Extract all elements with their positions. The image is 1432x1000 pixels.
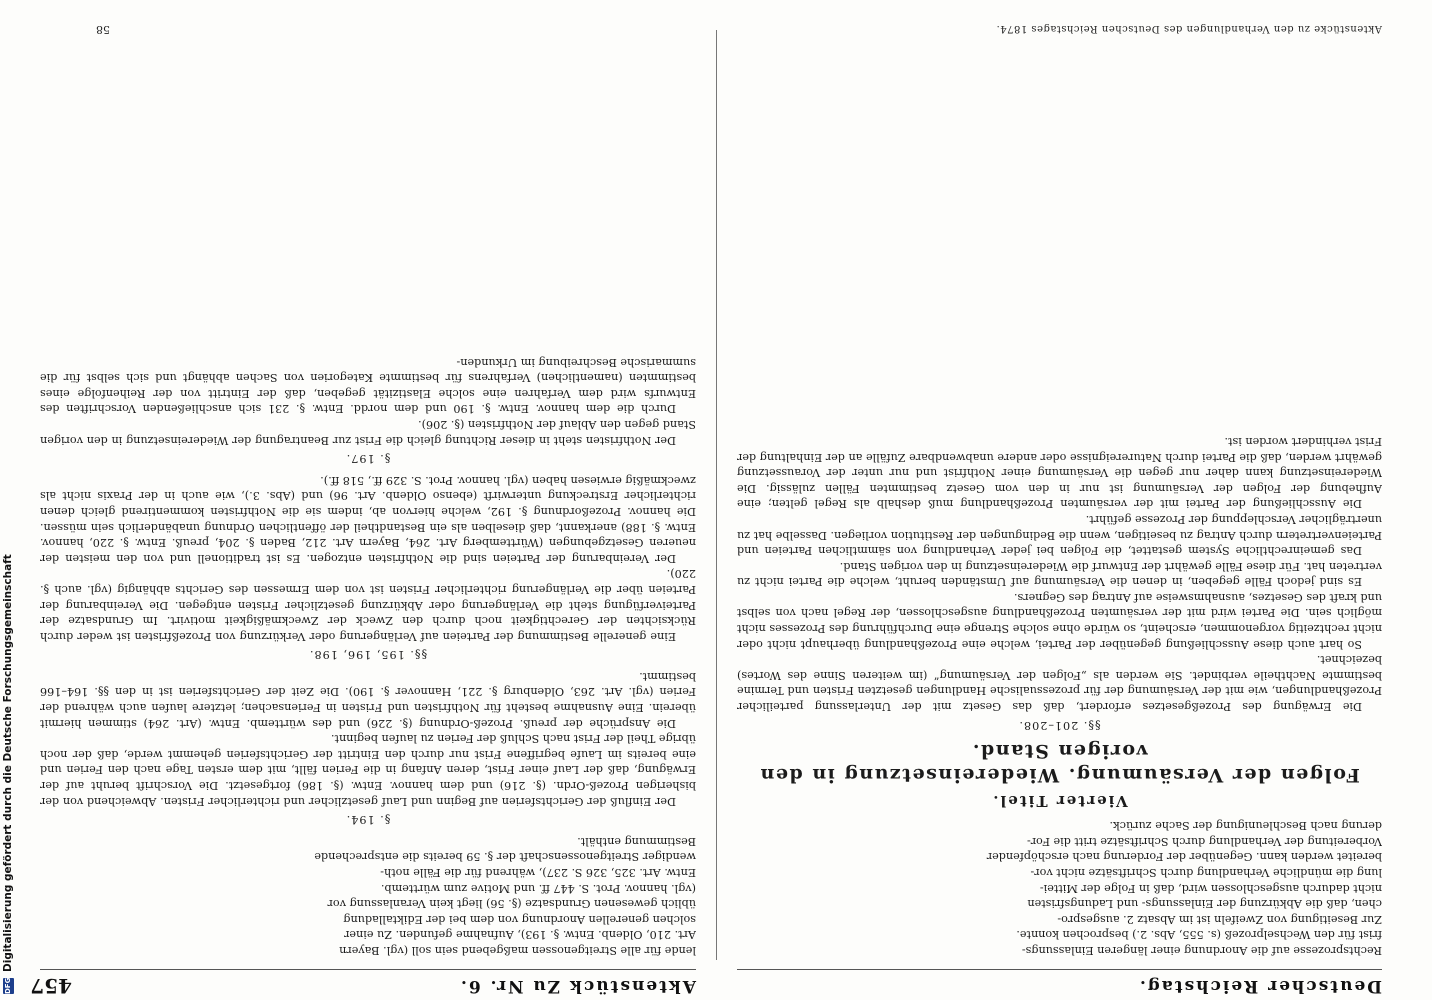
text-line: lende für alle Streitgenossen maßgebend sein soll (vgl. Bayern [339,944,696,957]
right-column [40,38,696,958]
digitization-text: Digitalisierung gefördert durch die Deutsche Forschungsgemeinschaft [2,554,14,972]
paragraph: Das gemeinrechtliche System gestattet, die Folgen bei jeder Verhandlung von sämmtlichen Parteien und Parteienvertretern durch Antrag zu beseitigen, wenn die Bedingungen der Restitution vorliegen. Dasselbe hat zu unerträglicher Verschleppung der Prozesse geführt. [737,512,1382,558]
dfg-logo-icon: DFG [3,977,12,994]
text-line: üblich gewesenen Grundsatze (§. 56) liegt kein Veranlassung vor [327,897,696,911]
paragraph: Die Erwägung des Prozeßgesetzes erfordert, daß das Gesetz mit der Unterlassung parteilicher Prozeßhandlungen, wie mit der Versäumung der für prozessualische Handlungen gesetzten Fristen und Termine bestimmte Nachtheile verbindet. Sie werden als „Folgen der Versäumung“ (im weiteren Sinne des Wortes) bezeichnet. [737,653,1382,714]
digitization-note [2,554,14,1000]
paragraph: Es sind jedoch Fälle gegeben, in denen die Versäumung auf Umständen beruht, welche die Partei nicht zu vertreten hat. Für diese Fälle gewährt der Entwurf die Wiedereinsetzung in den vorigen Stand. [737,559,1382,589]
paragraph: Durch die dem hannov. Entw. §. 190 und dem nordd. Entw. §. 231 sich anschließenden Vorschriften des Entwurfs wird dem Verfahren eine solche Elastizität gegeben, daß der Eintritt von der Reihenfolge eines bestimmten (namentlichen) Verfahrens für bestimmte Kategorien von Sachen abhängt und sich selbst für die summarische Beschreibung im Urkunden- [40,355,696,416]
right-intro [40,833,696,958]
paragraph: Die Ausschließung der Partei mit der versäumten Prozeßhandlung muß deshalb als Regel gelten; eine Aufhebung der Folgen der Versäumung ist nur in den vom Gesetz bestimmten Fällen zulässig. Die Wiedereinsetzung kann daher nur gegen die Versäumung einer Nothfrist und nur unter der Voraussetzung gewährt werden, daß die Partei durch Naturereignisse oder andere unabwendbare Zufälle an der Einhaltung der Frist verhindert worden ist. [737,434,1382,511]
text-line: lung die mündliche Verhandlung durch Schriftsätze nicht vor- [1030,866,1382,880]
paragraph: Die Ansprüche der preuß. Prozeß-Ordnung (§. 226) und des württemb. Entw. (Art. 264) stimmen hiermit überein. Eine Ausnahme besteht für Nothfristen und Fristen in Feriensachen; letztere laufen auch während der Ferien (vgl. Art. 263, Oldenburg §. 221, Hannover §. 190). Die Zeit der Gerichtsferien ist in den §§. 164–166 bestimmt. [40,669,696,730]
text-line: (vgl. hannov. Prot. S. 447 ff. und Motive zum württemb. [380,881,696,895]
header-rule-right [40,969,696,970]
text-line: Vorbereitung der Verhandlung durch Schriftsätze tritt die For- [1026,834,1382,848]
text-line: Bestimmung enthält. [577,834,696,848]
text-line: frist für den Wechselprozeß (s. 555, Abs. 2.) besprochen konnte. [1016,928,1382,942]
text-line: derung nach Beschleunigung der Sache zurück. [1109,819,1382,833]
column-divider [716,30,717,960]
header-rule-left [737,969,1382,970]
running-head-right: Aktenstück Zu Nr. 6. [458,976,696,996]
text-line: Zur Beseitigung von Zweifeln ist im Absatz 2. ausgespro- [1057,912,1382,926]
section-heading-194: §. 194. [345,813,391,827]
text-line: chen, daß die Abkürzung der Einlassungs- und Ladungsfristen [1027,897,1382,911]
section-heading-197: §. 197. [345,452,391,466]
text-line: wendiger Streitgenossenschaft der §. 59 bereits die entsprechende [314,850,696,864]
left-intro [737,818,1382,958]
text-line: Entw. Art. 325, 326 S. 237), während für die Fälle noth- [380,866,696,880]
signature-mark: 58 [96,23,110,36]
text-line: Rechtsprozesse auf die Anordnung einer längeren Einlassungs- [1021,944,1382,957]
text-line: bereitet werden kann. Gegenüber der Forderung nach erschöpfender [986,850,1382,864]
paragraph: Eine generelle Bestimmung der Parteien auf Verlängerung oder Verkürzung von Prozeßfristen ist weder durch Rücksichten der Gerechtigkeit noch durch den Zweck der Zweckmäßigkeit motivirt. Im Grundsatze der Parteiverfügung steht die Verlängerung oder Abkürzung gesetzlicher Fristen entgegen. Die Vereinbarung der Parteien über die Verlängerung richterlicher Fristen ist von dem Ermessen des Gerichts abhängig (vgl. auch §. 220). [40,567,696,643]
section-heading-195: §§. 195, 196, 198. [308,648,428,662]
page-number: 457 [30,974,72,998]
section-heading: §§. 201–208. [1018,718,1101,732]
title-number: Vierter Titel. [991,791,1128,810]
text-line: nicht dadurch ausgeschlossen wird, daß in Folge der Mittei- [1039,881,1382,895]
page-footer: Aktenstücke zu den Verhandlungen des Deutschen Reichstages 1874. [996,23,1382,34]
paragraph: Der Vereinbarung der Parteien sind die Nothfristen entzogen. Es ist traditionell und von den meisten der neueren Gesetzgebungen (Württemberg Art. 264, Bayern Art. 212, Baden §. 204, preuß. Entw. §. 220, hannov. Entw. §. 188) anerkannt, daß dieselben als ein Bestandtheil der öffentlichen Ordnung unabänderlich sein müssen. Die hannov. Prozeßordnung §. 192, welche hiervon ab, indem sie die Nothfristen kommentirend gleich denen richterlicher Erstreckung unterwirft (ebenso Oldenb. Art. 96) und (Abs. 3.), wie auch in der Praxis nicht als zweckmäßig erwiesen haben (vgl. hannov. Prot. S. 329 ff., 518 ff.). [40,473,696,565]
paragraph: Der Einfluß der Gerichtsferien auf Beginn und Lauf gesetzlicher und richterlicher Fristen. Abweichend von der bisherigen Prozeß-Ordn. (§. 216) und dem hannov. Entw. (§. 186) fortgesetzt. Die Vorschrift beruht auf der Erwägung, daß der Lauf einer Frist, deren Anfang in die Ferien fällt, mit dem ersten Tage nach den Ferien und eine bereits im Laufe begriffene Frist nur durch den Eintritt der Gerichtsferien gehemmt werde, daß der noch übrige Theil der Frist nach Schluß der Ferien zu laufen beginnt. [40,732,696,808]
text-line: solchen generellen Anordnung von dem bei der Ediktalladung [343,912,696,926]
text-line: Art. 210, Oldenb. Entw. §. 193), Aufnahme gefunden. Zu einer [344,928,696,942]
running-head-left: Deutscher Reichstag. [1137,976,1382,996]
paragraph: Der Nothfristen steht in dieser Richtung gleich die Frist zur Beantragung der Wiedereinsetzung in den vorigen Stand gegen den Ablauf der Nothfristen (§. 206). [40,418,696,447]
paragraph: So hart auch diese Ausschließung gegenüber der Partei, welche eine Prozeßhandlung überhaupt nicht oder nicht rechtzeitig vorgenommen, erscheint, so würde ohne solche Strenge eine Durchführung des Prozesses nicht möglich sein. Die Partei wird mit der versäumten Prozeßhandlung ausgeschlossen, der Regel nach von selbst und kraft des Gesetzes, ausnahmsweise auf Antrag des Gegners. [737,590,1382,651]
left-column [737,38,1382,958]
title-heading: Folgen der Versäumung. Wiedereinsetzung in den vorigen Stand. [759,739,1360,786]
